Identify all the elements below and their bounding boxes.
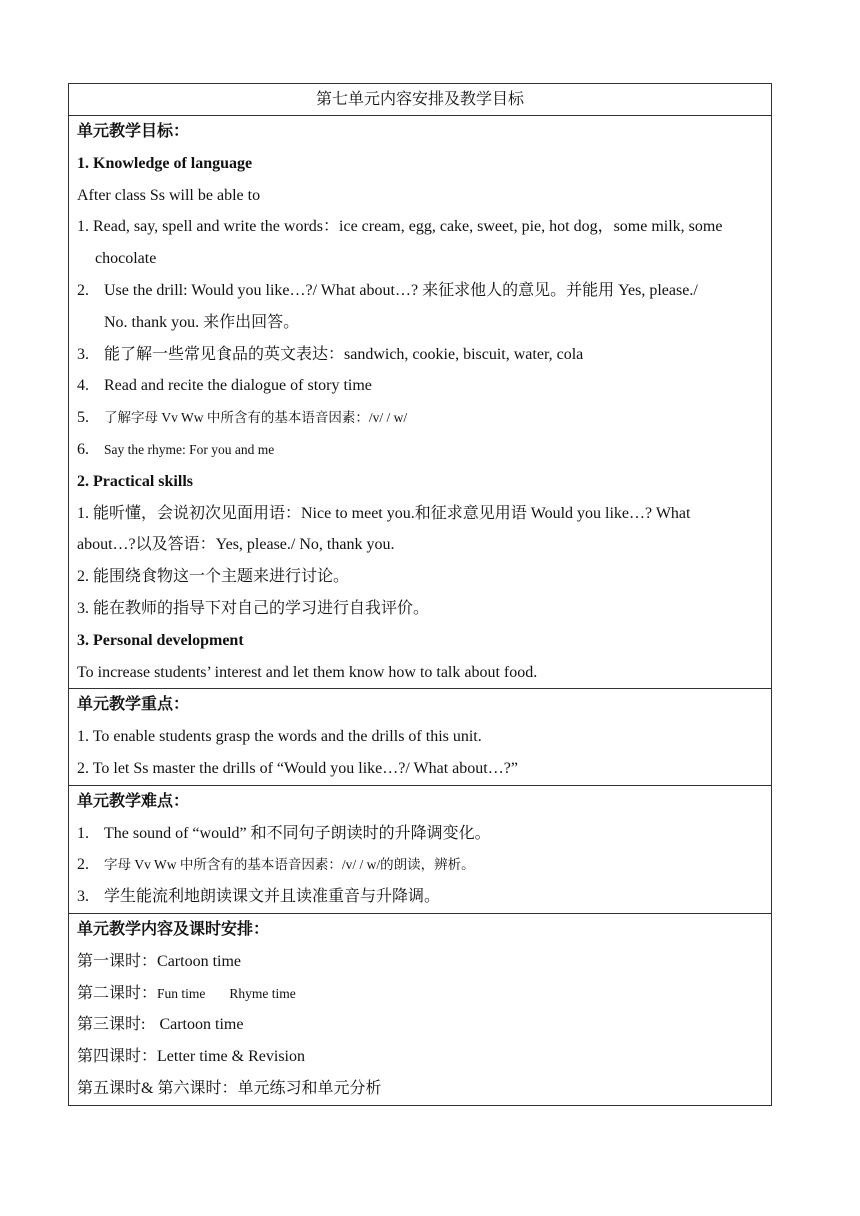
table-title: 第七单元内容安排及教学目标 <box>69 84 772 116</box>
knowledge-item-1-line-1: 1. Read, say, spell and write the words：ice cream, egg, cake, sweet, pie, hot dog，some milk, some <box>77 218 723 236</box>
lesson-2 <box>77 978 771 1010</box>
knowledge-item-5-text: 了解字母 Vv Ww 中所含有的基本语音因素：/v/ / w/ <box>104 410 408 426</box>
difficulty-3 <box>77 881 771 913</box>
lesson-1-content: Cartoon time <box>157 952 241 970</box>
lesson-1 <box>77 946 771 978</box>
knowledge-item-2-line-2: No. thank you. 来作出回答。 <box>104 313 300 331</box>
lesson-3-label: 第三课时: <box>77 1016 146 1034</box>
knowledge-intro: After class Ss will be able to <box>77 186 261 204</box>
skills-item-2: 2. 能围绕食物这一个主题来进行讨论。 <box>77 568 350 586</box>
item-number: 5. <box>77 409 89 427</box>
item-number: 1. <box>77 824 89 842</box>
knowledge-item-3-text: 能了解一些常见食品的英文表达：sandwich, cookie, biscuit, water, cola <box>104 345 584 363</box>
knowledge-item-4-text: Read and recite the dialogue of story time <box>104 377 372 395</box>
schedule-cell <box>69 913 772 1105</box>
unit-plan-table <box>68 83 772 1106</box>
difficulty-2-text: 字母 Vv Ww 中所含有的基本语音因素：/v/ / w/的朗读，辨析。 <box>104 857 475 873</box>
lesson-5: 第五课时& 第六课时：单元练习和单元分析 <box>77 1079 382 1097</box>
key-points-cell <box>69 689 772 785</box>
lesson-4-label: 第四课时： <box>77 1048 158 1066</box>
knowledge-item-4 <box>77 370 771 402</box>
key-point-2: 2. To let Ss master the drills of “Would you like…?/ What about…?” <box>77 759 518 777</box>
knowledge-heading: 1. Knowledge of language <box>77 154 253 172</box>
difficulty-2 <box>77 849 771 881</box>
item-number: 6. <box>77 440 89 458</box>
schedule-heading: 单元教学内容及课时安排： <box>77 920 270 938</box>
item-number: 3. <box>77 345 89 363</box>
skills-item-1-line-1: 1. 能听懂，会说初次见面用语：Nice to meet you.和征求意见用语 Would you like…? What <box>77 504 691 522</box>
item-number: 2. <box>77 281 89 299</box>
skills-heading: 2. Practical skills <box>77 472 193 490</box>
key-point-1: 1. To enable students grasp the words and the drills of this unit. <box>77 728 482 746</box>
skills-item-3: 3. 能在教师的指导下对自己的学习进行自我评价。 <box>77 599 430 617</box>
lesson-4 <box>77 1041 771 1073</box>
knowledge-item-6 <box>77 434 771 466</box>
lesson-2-label: 第二课时： <box>77 984 158 1002</box>
knowledge-item-6-text: Say the rhyme: For you and me <box>104 441 275 457</box>
item-number: 3. <box>77 888 89 906</box>
lesson-2-content-b: Rhyme time <box>229 985 296 1001</box>
objectives-heading: 单元教学目标： <box>77 123 190 140</box>
personal-text: To increase students’ interest and let them know how to talk about food. <box>77 663 538 681</box>
difficulties-cell <box>69 785 772 913</box>
knowledge-item-5 <box>77 402 771 434</box>
knowledge-item-2-line-1: Use the drill: Would you like…?/ What about…? 来征求他人的意见。并能用 Yes, please./ <box>104 281 698 299</box>
lesson-3-content: Cartoon time <box>159 1016 244 1034</box>
lesson-3 <box>77 1009 771 1041</box>
knowledge-item-2 <box>77 275 771 307</box>
item-number: 2. <box>77 856 89 874</box>
lesson-1-label: 第一课时： <box>77 952 158 970</box>
knowledge-item-1-line-2: chocolate <box>95 250 157 268</box>
lesson-4-content: Letter time & Revision <box>157 1048 305 1066</box>
lesson-2-content-a: Fun time <box>157 985 206 1001</box>
difficulties-heading: 单元教学难点： <box>77 792 190 810</box>
key-points-heading: 单元教学重点： <box>77 696 190 714</box>
difficulty-3-text: 学生能流利地朗读课文并且读准重音与升降调。 <box>104 888 441 906</box>
knowledge-item-3 <box>77 339 771 371</box>
difficulty-1-text: The sound of “would” 和不同句子朗读时的升降调变化。 <box>104 824 491 842</box>
difficulty-1 <box>77 818 771 850</box>
personal-heading: 3. Personal development <box>77 631 244 649</box>
item-number: 4. <box>77 377 89 395</box>
objectives-cell <box>69 116 772 689</box>
skills-item-1-line-2: about…?以及答语：Yes, please./ No, thank you. <box>77 536 395 554</box>
